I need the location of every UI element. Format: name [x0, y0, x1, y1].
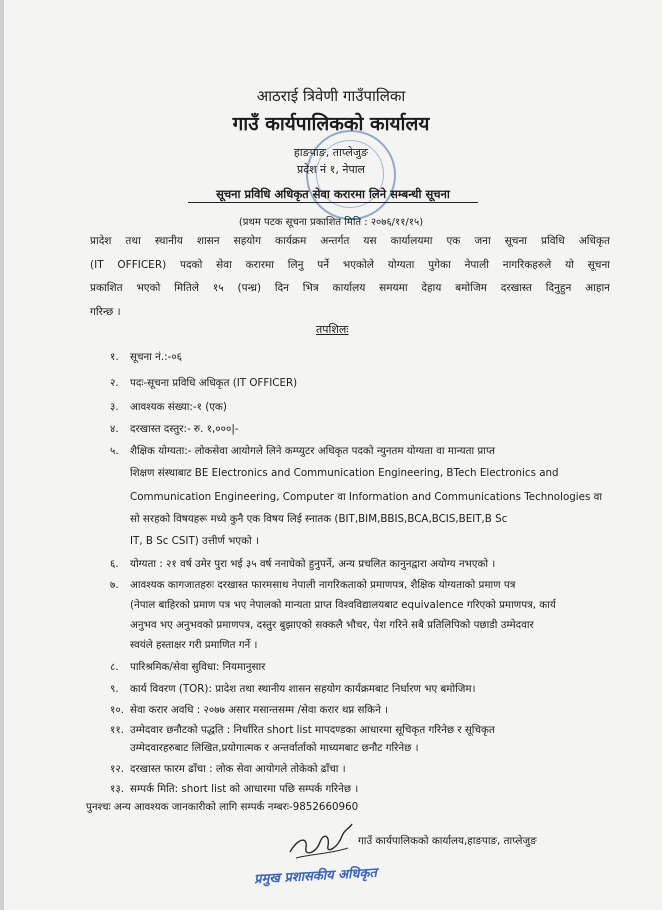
item-continuation: उम्मेदवारहरुबाट लिखित,प्रयोगात्मक र अन्तर्वार्ताको माध्यमबाट छनौट गरिनेछ । [130, 742, 419, 754]
notice-title: सूचना प्रविधि अधिकृत सेवा करारमा लिने सम्बन्धी सूचना [188, 186, 478, 203]
item-text: पदः-सूचना प्रविधि अधिकृत (IT OFFICER) [130, 377, 298, 389]
item-number: १२. [110, 763, 124, 775]
item-continuation: IT, B Sc CSIT) उत्तीर्ण भएको । [130, 535, 259, 547]
item-text: योग्यता : २१ वर्ष उमेर पुरा भई ३५ वर्ष ननाघेको हुनुपर्ने, अन्य प्रचलित कानुनद्वारा अयोग्य नभएको । [130, 558, 496, 570]
item-number: ६. [110, 558, 119, 570]
item-text: दरखास्त दस्तुर:- रु. १,०००|- [130, 423, 239, 435]
municipality-name: आठराई त्रिवेणी गाउँपालिका [256, 87, 406, 105]
signature-scribble [286, 818, 356, 862]
item-continuation: स्वयंले हस्ताक्षर गरी प्रमाणित गर्ने । [130, 639, 258, 651]
item-number: ८. [110, 661, 119, 673]
item-continuation: Communication Engineering, Computer वा Information and Communications Technologies वा [130, 491, 603, 503]
officer-designation-stamp: प्रमुख प्रशासकीय अधिकृत [253, 865, 378, 888]
item-text: उम्मेदवार छनौटको पद्धति : निर्धारित short list मापदण्डका आधारमा सूचिकृत गरिनेछ र सूचिकृत [130, 724, 495, 736]
intro-paragraph [90, 230, 610, 324]
item-number: ४. [110, 423, 119, 435]
item-continuation: शिक्षण संस्थाबाट BE Electronics and Communication Engineering, BTech Electronics and [130, 467, 559, 479]
item-number: ९. [110, 683, 119, 695]
province: प्रदेश नं १, नेपाल [296, 163, 366, 176]
intro-line: प्रकाशित भएको मितिले १५ (पन्ध्र) दिन भित्र कार्यालय समयमा देहाय बमोजिम दरखास्त दिनुहुन आहान [90, 282, 610, 294]
intro-line: प्रादेश तथा स्थानीय शासन सहयोग कार्यक्रम अन्तर्गत यस कार्यालयमा एक जना सूचना प्रविधि अधिकृत [90, 235, 610, 247]
item-number: १०. [110, 704, 124, 716]
details-heading: तपशिलः [316, 323, 349, 336]
item-continuation: (नेपाल बाहिरको प्रमाण पत्र भए नेपालको मान्यता प्राप्त विश्वविद्यालयबाट equivalence गरिएको प्रमाणपत्र, कार्य [130, 599, 556, 611]
item-text: सूचना नं.:-०६ [130, 351, 183, 363]
item-number: १३. [110, 783, 124, 795]
item-text: पारिश्रमिक/सेवा सुविधा: नियमानुसार [130, 661, 266, 673]
item-text: आवश्यक संख्या:-१ (एक) [130, 401, 227, 413]
intro-line: गरिन्छ । [90, 305, 121, 318]
page-edge [0, 0, 4, 910]
item-text: आवश्यक कागजातहरुः दरखास्त फारमसाथ नेपाली नागरिकताको प्रमाणपत्र, शैक्षिक योग्यताको प्रमाण पत्र [130, 579, 516, 591]
item-text: सेवा करार अवधि : २०७७ असार मसान्तसम्म /सेवा करार थप्न सकिने । [130, 704, 388, 716]
item-number: ५. [110, 445, 119, 457]
item-text: शैक्षिक योग्यता:- लोकसेवा आयोगले लिने कम्प्युटर अधिकृत पदको न्युनतम योग्यता वा मान्यता प्राप्त [130, 445, 495, 457]
item-number: ११. [110, 724, 124, 736]
item-text: कार्य विवरण (TOR): प्रादेश तथा स्थानीय शासन सहयोग कार्यक्रमबाट निर्धारण भए बमोजिम। [130, 683, 476, 695]
item-text: दरखास्त फारम ढाँचा : लोक सेवा आयोगले तोकेको ढाँचा । [130, 763, 346, 775]
office-signature: गाउँ कार्यपालिकको कार्यालय,हाङपाङ, ताप्लेजुङ [358, 835, 537, 847]
item-number: ७. [110, 579, 119, 591]
publication-date: (प्रथम पटक सूचना प्रकाशित मिति : २०७६/११/१५) [238, 217, 424, 228]
item-number: २. [110, 377, 119, 389]
office-address: हाङपाङ, ताप्लेजुङ [293, 146, 369, 159]
item-text: सम्पर्क मिति: short list को आधारमा पछि सम्पर्क गरिनेछ । [130, 783, 359, 795]
item-continuation: सो सरहको विषयहरू मध्ये कुनै एक विषय लिई स्नातक (BIT,BIM,BBIS,BCA,BCIS,BEIT,B Sc [130, 513, 508, 525]
intro-line: (IT OFFICER) पदको सेवा करारमा लिनु पर्ने भएकोले योग्यता पुगेका नेपाली नागरिकहरुले यो सूचना [90, 258, 610, 271]
contact-footnote: पुनश्चः अन्य आवश्यक जानकारीको लागि सम्पर्क नम्बरः-9852660960 [86, 801, 359, 813]
item-continuation: अनुभव भए अनुभवको प्रमाणपत्र, दस्तुर बुझाएको सक्कलै भौचर, पेश गरिने सबै प्रतिलिपिको पछाडी उम्मेदवार [130, 619, 534, 631]
item-number: १. [110, 351, 119, 363]
item-number: ३. [110, 401, 119, 413]
office-name: गाउँ कार्यपालिकको कार्यालय [232, 113, 430, 135]
